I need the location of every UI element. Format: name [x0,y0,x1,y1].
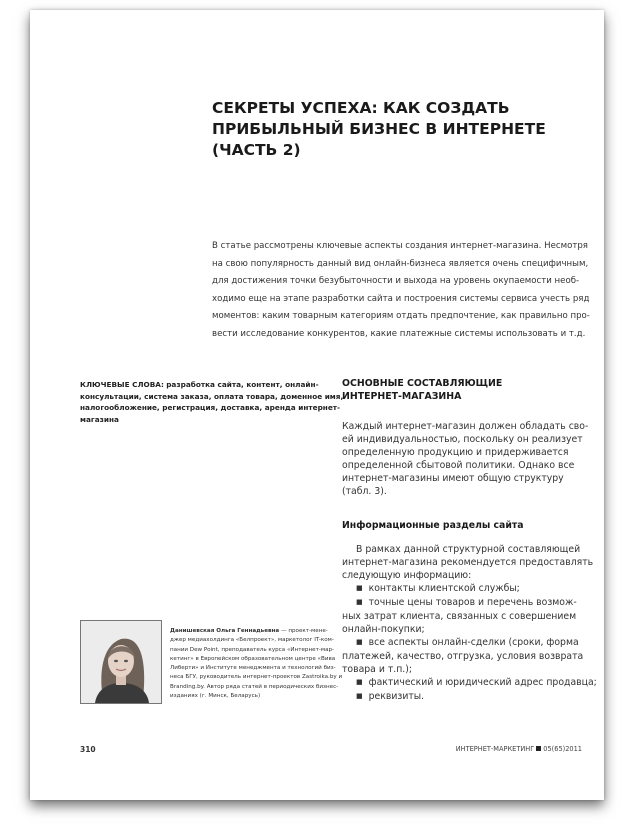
text-line: ей индивидуальностью, поскольку он реализует [342,434,583,445]
title-line: (ЧАСТЬ 2) [212,141,301,159]
subsection-heading: Информационные разделы сайта [342,520,524,531]
bio-line: неса БГУ, руководитель интернет-проектов Zastroika.by и [170,674,343,681]
text-line: В рамках данной структурной составляющей [356,544,581,555]
list-item: ■ все аспекты онлайн-сделки (сроки, форма [342,636,594,650]
keywords-line: налогообложение, регистрация, доставка, аренда интернет- [80,403,341,413]
heading-line: ОСНОВНЫЕ СОСТАВЛЯЮЩИЕ [342,378,503,389]
info-list-block [342,543,597,704]
text-line: (табл. 3). [342,486,387,497]
bio-line: изданиях (г. Минск, Беларусь) [170,693,261,700]
bio-line: Branding.by. Автор ряда статей в периодических бизнес- [170,683,339,690]
abstract-line: вести исследование конкурентов, какие платежные системы использовать и т.д. [212,328,586,339]
text-line: интернет-магазина рекомендуется предоставлять [342,557,594,568]
keywords-block [80,379,344,425]
bio-line: джер медиахолдинга «Белпроект», маркетолог IT-ком- [170,637,334,644]
abstract-line: В статье рассмотрены ключевые аспекты создания интернет-магазина. Несмотря [212,241,588,251]
list-item-continuation: онлайн-покупки; [342,624,425,635]
heading-line: ИНТЕРНЕТ-МАГАЗИНА [342,390,462,402]
author-bio [170,627,343,701]
list-item-continuation: товара и т.п.); [342,664,412,675]
abstract-line: для достижения точки безубыточности и выхода на уровень окупаемости необ- [212,276,580,287]
keywords-text: разработка сайта, контент, онлайн- [166,380,319,389]
bio-line [170,627,330,636]
keywords-line [80,379,320,391]
intro-paragraph [342,420,594,498]
keywords-line: магазина [80,414,119,424]
bio-line: пании Dew Point, преподаватель курса «Интернет-мар- [170,646,335,653]
text-line: следующую информацию: [342,570,472,581]
abstract-line: на свою популярность данный вид онлайн-бизнеса является очень специфичным, [212,258,589,269]
text-line: определенную продукцию и придерживается [342,447,569,458]
keywords-line: консультации, система заказа, оплата товара, доменное имя, [80,391,344,401]
journal-footer [456,745,582,753]
abstract-line: ходимо еще на этапе разработки сайта и построения системы сервиса учесть ряд [212,293,590,304]
page-number: 310 [80,745,96,754]
bio-line: Либерти» и Институте менеджмента и технологий биз- [170,665,336,672]
title-line: СЕКРЕТЫ УСПЕХА: КАК СОЗДАТЬ [212,99,510,117]
list-item: ■ точные цены товаров и перечень возмож- [342,596,594,610]
journal-page [30,10,604,800]
list-item: ■ фактический и юридический адрес продавца; [342,676,594,690]
journal-issue: 05(65)2011 [543,745,582,753]
text-line: интернет-магазины имеют общую структуру [342,473,564,484]
bio-text: — проект-мене- [279,628,328,634]
list-item: ■ контакты клиентской службы; [342,582,594,596]
square-separator-icon [536,746,541,751]
text-line: определенной сбытовой политики. Однако все [342,460,575,471]
title-line: ПРИБЫЛЬНЫЙ БИЗНЕС В ИНТЕРНЕТЕ [212,120,546,138]
list-item-continuation: платежей, качество, отгрузка, условия возврата [342,651,584,662]
text-line: Каждый интернет-магазин должен обладать сво- [342,421,589,432]
keywords-label: КЛЮЧЕВЫЕ СЛОВА: [80,380,164,389]
author-portrait-icon [81,621,161,703]
list-item: ■ реквизиты. [342,690,594,704]
abstract-line: моментов: каким товарным категориям отдать предпочтение, как правильно про- [212,311,590,322]
article-abstract [212,238,590,344]
bio-line: кетинг» в Европейском образовательном центре «Вива [170,655,336,662]
journal-name: ИНТЕРНЕТ-МАРКЕТИНГ [455,745,535,753]
author-name: Данишевская Ольга Геннадьевна [170,628,280,634]
list-item-continuation: ных затрат клиента, связанных с совершением [342,611,577,622]
author-photo [80,620,162,704]
section-heading [342,378,582,403]
article-title [212,98,572,161]
